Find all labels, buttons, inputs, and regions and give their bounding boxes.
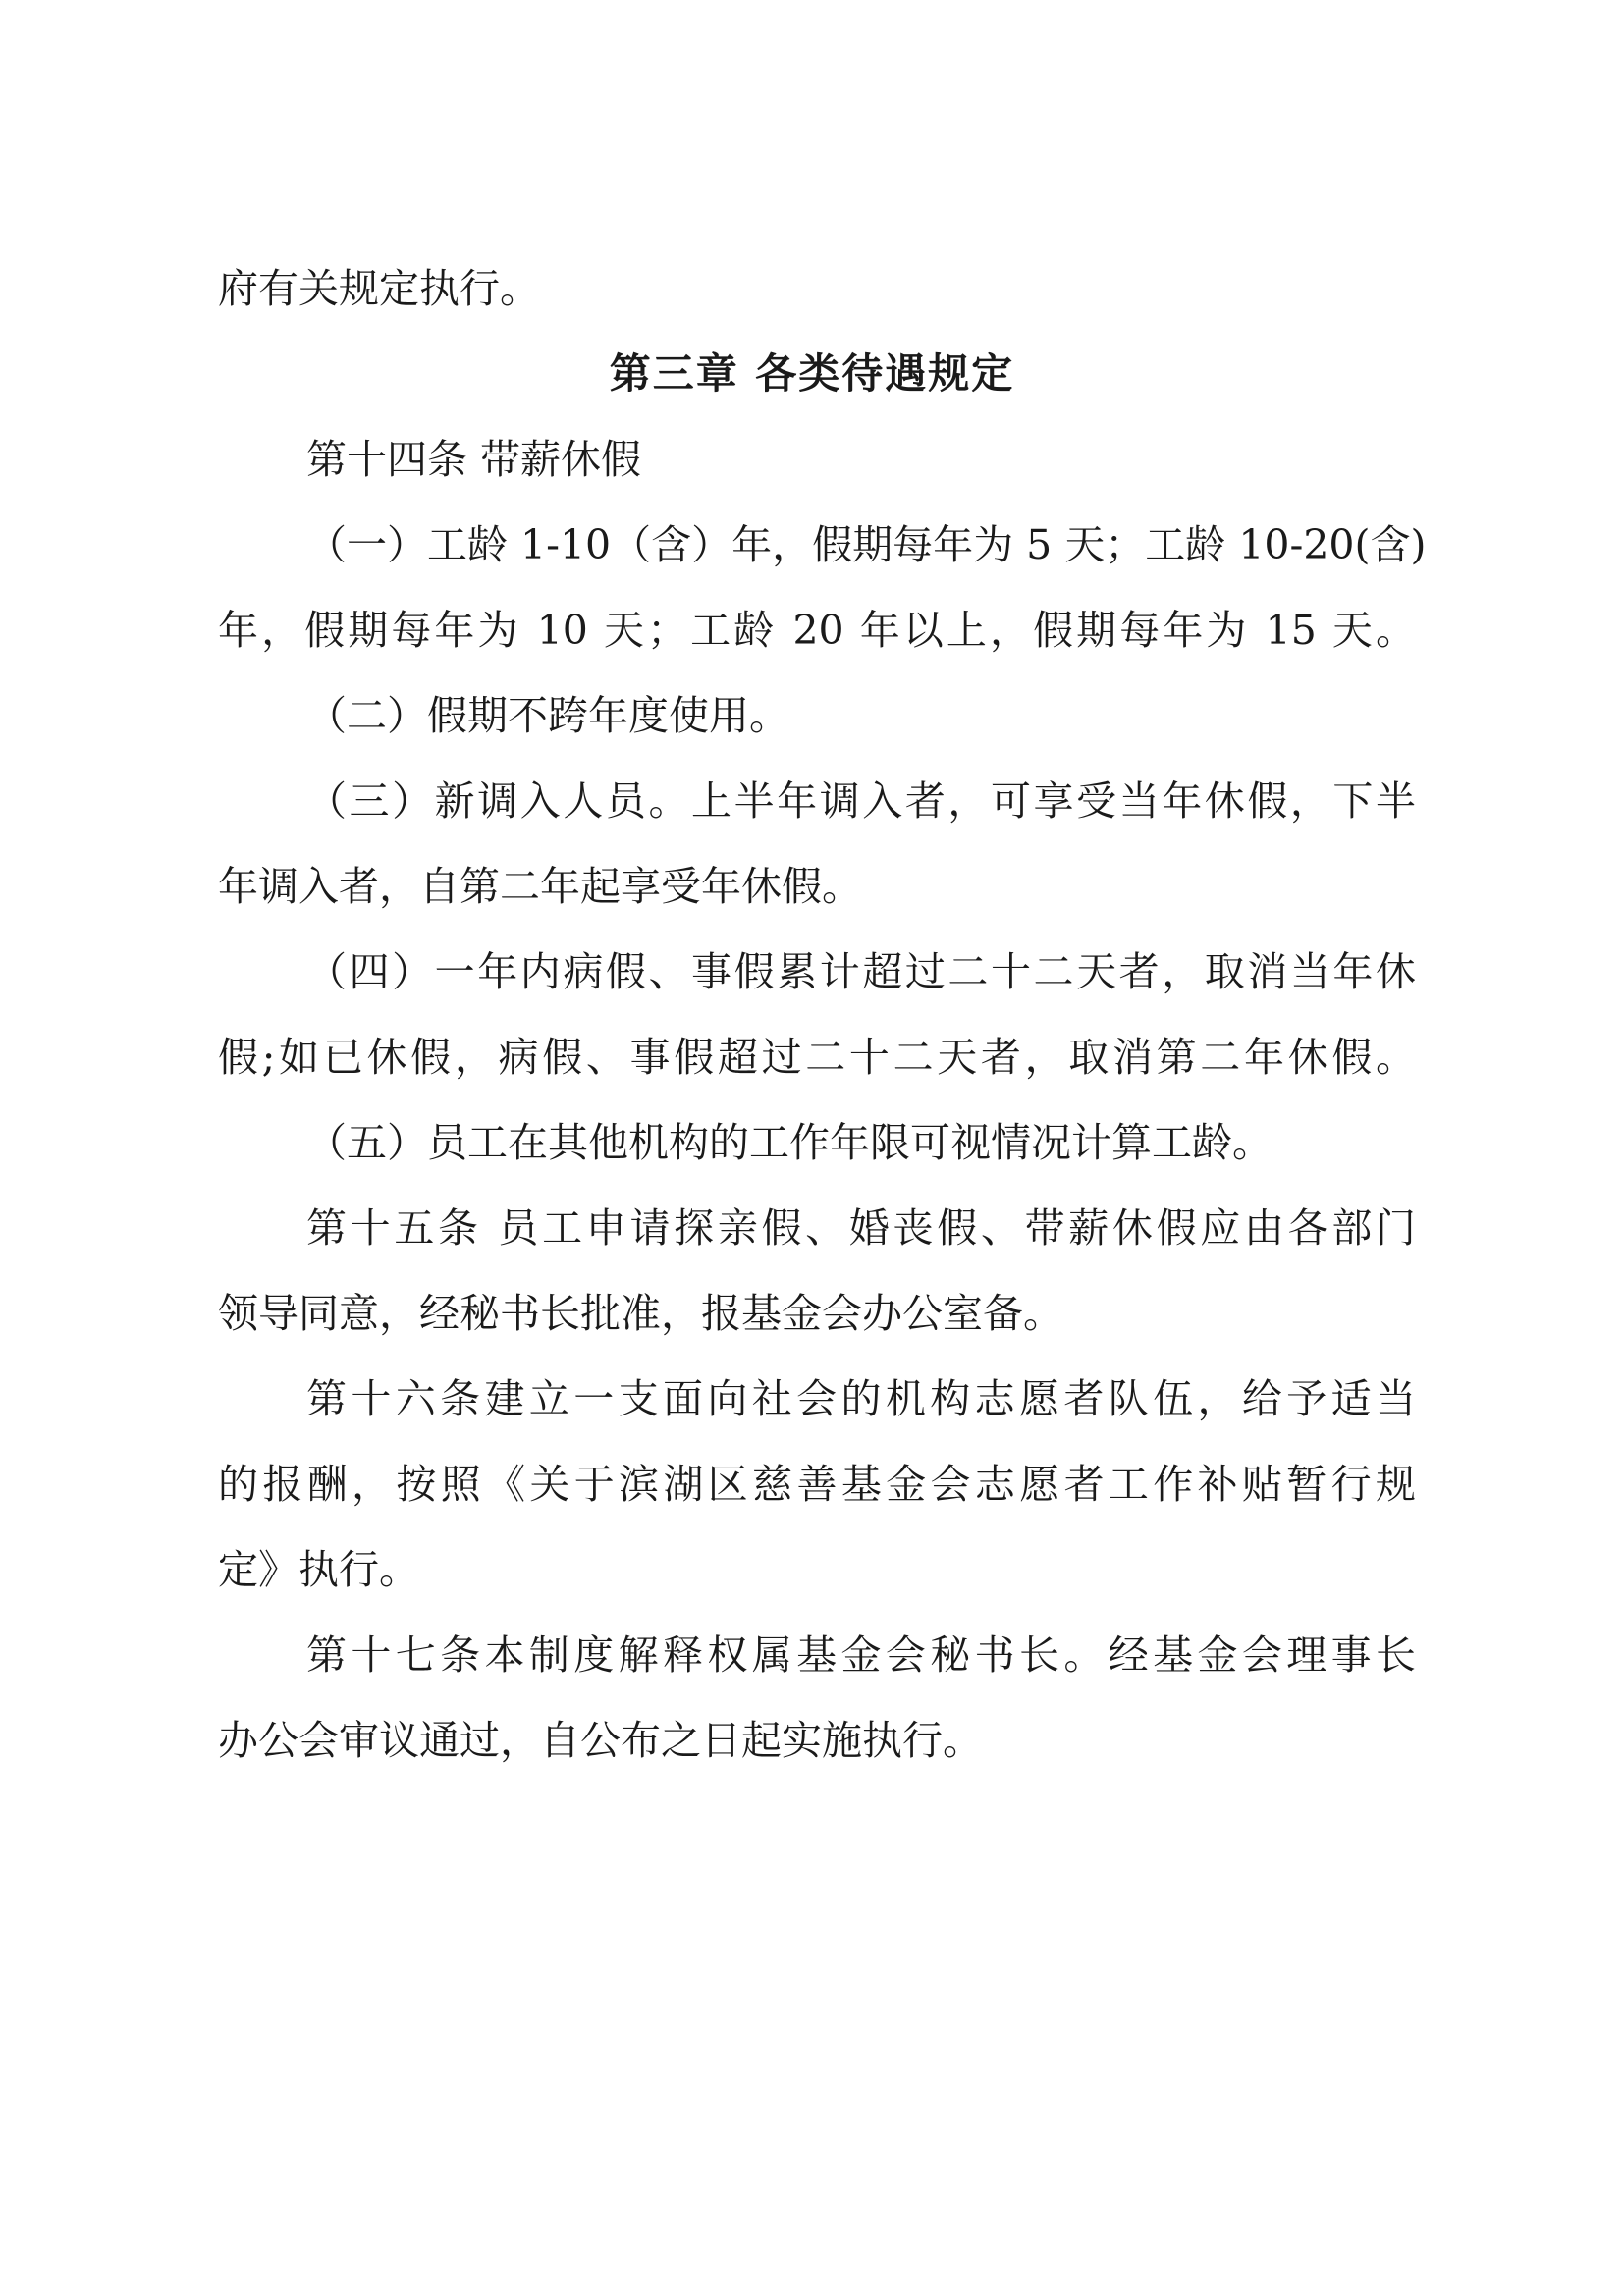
paragraph-line: 年，假期每年为 10 天；工龄 20 年以上，假期每年为 15 天。 <box>218 607 1416 654</box>
paragraph-line: 第十六条建立一支面向社会的机构志愿者队伍，给予适当 <box>306 1375 1416 1422</box>
paragraph-line: 定》执行。 <box>218 1546 419 1593</box>
paragraph-line: 办公会审议通过，自公布之日起实施执行。 <box>218 1717 983 1764</box>
paragraph-line: 假;如已休假，病假、事假超过二十二天者，取消第二年休假。 <box>218 1034 1416 1081</box>
paragraph-line: 第十七条本制度解释权属基金会秘书长。经基金会理事长 <box>306 1631 1416 1679</box>
chapter-heading: 第三章 各类待遇规定 <box>609 349 1015 398</box>
paragraph-line: 领导同意，经秘书长批准，报基金会办公室备。 <box>218 1290 1063 1337</box>
paragraph-line: （一）工龄 1-10（含）年，假期每年为 5 天；工龄 10-20(含) <box>306 521 1427 568</box>
paragraph-line: 第十五条 员工申请探亲假、婚丧假、带薪休假应由各部门 <box>306 1204 1416 1252</box>
paragraph-line: （五）员工在其他机构的工作年限可视情况计算工龄。 <box>306 1119 1272 1166</box>
paragraph-line: 年调入者，自第二年起享受年休假。 <box>218 863 862 910</box>
paragraph-line: 府有关规定执行。 <box>218 265 540 312</box>
paragraph-line: （二）假期不跨年度使用。 <box>306 692 789 739</box>
paragraph-line: （三）新调入人员。上半年调入者，可享受当年休假，下半 <box>306 777 1416 825</box>
paragraph-line: （四）一年内病假、事假累计超过二十二天者，取消当年休 <box>306 948 1416 995</box>
article-title: 第十四条 带薪休假 <box>306 436 642 483</box>
paragraph-line: 的报酬，按照《关于滨湖区慈善基金会志愿者工作补贴暂行规 <box>218 1461 1416 1508</box>
